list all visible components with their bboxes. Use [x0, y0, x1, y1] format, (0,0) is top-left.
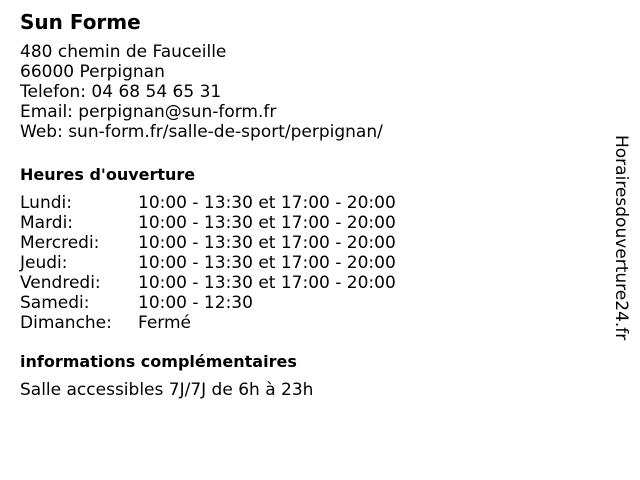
- contact-block: [20, 42, 580, 142]
- phone-line: Telefon: 04 68 54 65 31: [20, 82, 222, 102]
- time-value: 10:00 - 13:30 et 17:00 - 20:00: [138, 213, 396, 233]
- address-city: 66000 Perpignan: [20, 62, 165, 82]
- email-line: Email: perpignan@sun-form.fr: [20, 102, 277, 122]
- time-value: 10:00 - 13:30 et 17:00 - 20:00: [138, 253, 396, 273]
- hours-row-samedi: [20, 293, 580, 313]
- hours-row-mardi: [20, 213, 580, 233]
- business-card: [20, 10, 580, 400]
- time-value: 10:00 - 13:30 et 17:00 - 20:00: [138, 233, 396, 253]
- day-label: Dimanche:: [20, 313, 112, 333]
- hours-row-dimanche: [20, 313, 580, 333]
- day-label: Mardi:: [20, 213, 74, 233]
- day-label: Samedi:: [20, 293, 90, 313]
- hours-row-vendredi: [20, 273, 580, 293]
- day-label: Jeudi:: [20, 253, 68, 273]
- web-line: Web: sun-form.fr/salle-de-sport/perpignan/: [20, 122, 383, 142]
- opening-hours-table: [20, 193, 580, 333]
- business-name: Sun Forme: [20, 10, 141, 34]
- day-label: Vendredi:: [20, 273, 101, 293]
- day-label: Lundi:: [20, 193, 72, 213]
- time-value: Fermé: [138, 313, 192, 333]
- hours-row-lundi: [20, 193, 580, 213]
- address-street: 480 chemin de Fauceille: [20, 42, 227, 62]
- hours-row-mercredi: [20, 233, 580, 253]
- time-value: 10:00 - 13:30 et 17:00 - 20:00: [138, 193, 396, 213]
- time-value: 10:00 - 13:30 et 17:00 - 20:00: [138, 273, 396, 293]
- opening-hours-heading: Heures d'ouverture: [20, 165, 196, 184]
- day-label: Mercredi:: [20, 233, 100, 253]
- site-watermark: Horairesdouverture24.fr: [611, 135, 631, 341]
- time-value: 10:00 - 12:30: [138, 293, 253, 313]
- additional-info-heading: informations complémentaires: [20, 352, 297, 371]
- additional-info-text: Salle accessibles 7J/7J de 6h à 23h: [20, 380, 314, 400]
- hours-row-jeudi: [20, 253, 580, 273]
